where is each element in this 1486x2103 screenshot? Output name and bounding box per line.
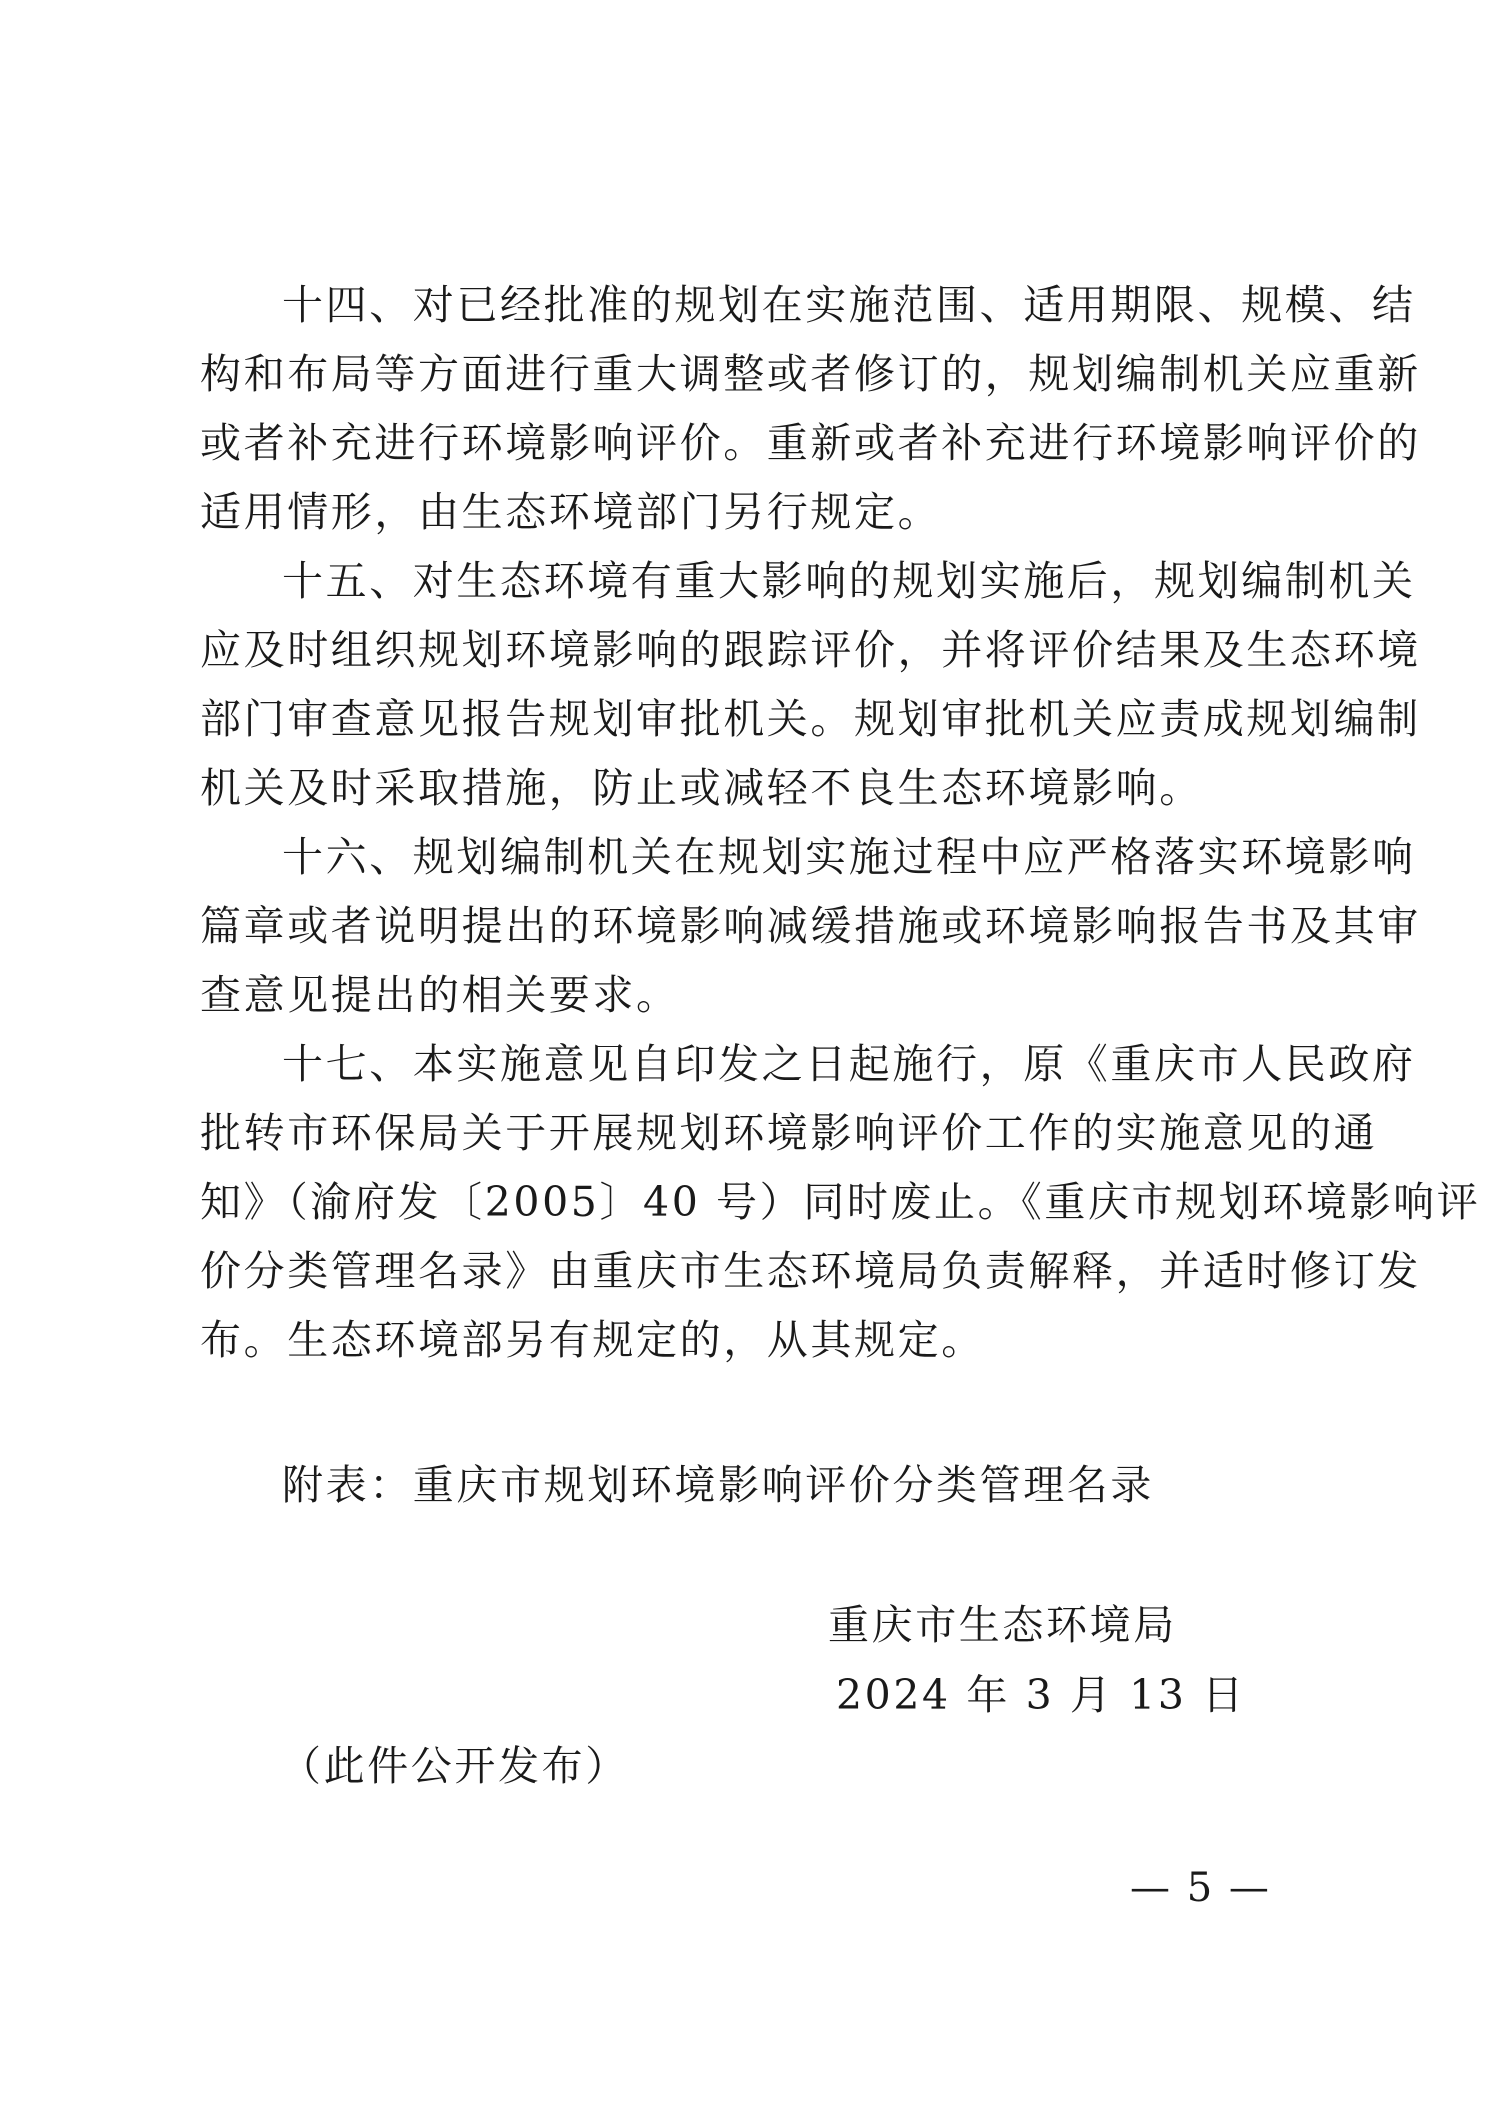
article-16-line-3: 查意见提出的相关要求。 bbox=[200, 971, 680, 1019]
article-15-line-3: 部门审查意见报告规划审批机关。规划审批机关应责成规划编制 bbox=[200, 695, 1421, 743]
article-16-line-1: 十六、规划编制机关在规划实施过程中应严格落实环境影响 bbox=[282, 833, 1416, 881]
article-14-line-1: 十四、对已经批准的规划在实施范围、适用期限、规模、结 bbox=[282, 281, 1416, 329]
page-number: — 5 — bbox=[1130, 1865, 1271, 1911]
article-15-line-2: 应及时组织规划环境影响的跟踪评价，并将评价结果及生态环境 bbox=[200, 626, 1421, 674]
article-16-line-2: 篇章或者说明提出的环境影响减缓措施或环境影响报告书及其审 bbox=[200, 902, 1421, 950]
article-17-line-3: 知》（渝府发〔2005〕40 号）同时废止。《重庆市规划环境影响评 bbox=[200, 1178, 1481, 1226]
article-15-line-1: 十五、对生态环境有重大影响的规划实施后，规划编制机关 bbox=[282, 557, 1416, 605]
issuer-name: 重庆市生态环境局 bbox=[828, 1601, 1177, 1649]
attachment-line: 附表：重庆市规划环境影响评价分类管理名录 bbox=[282, 1461, 1154, 1509]
article-14-line-3: 或者补充进行环境影响评价。重新或者补充进行环境影响评价的 bbox=[200, 419, 1421, 467]
article-17-line-4: 价分类管理名录》由重庆市生态环境局负责解释，并适时修订发 bbox=[200, 1247, 1421, 1295]
issue-date: 2024 年 3 月 13 日 bbox=[836, 1671, 1246, 1719]
disclosure-note: （此件公开发布） bbox=[280, 1742, 629, 1790]
article-17-line-1: 十七、本实施意见自印发之日起施行，原《重庆市人民政府 bbox=[282, 1040, 1416, 1088]
article-17-line-5: 布。生态环境部另有规定的，从其规定。 bbox=[200, 1316, 985, 1364]
article-14-line-2: 构和布局等方面进行重大调整或者修订的，规划编制机关应重新 bbox=[200, 350, 1421, 398]
article-15-line-4: 机关及时采取措施，防止或减轻不良生态环境影响。 bbox=[200, 764, 1203, 812]
article-17-line-2: 批转市环保局关于开展规划环境影响评价工作的实施意见的通 bbox=[200, 1109, 1378, 1157]
article-14-line-4: 适用情形，由生态环境部门另行规定。 bbox=[200, 488, 942, 536]
